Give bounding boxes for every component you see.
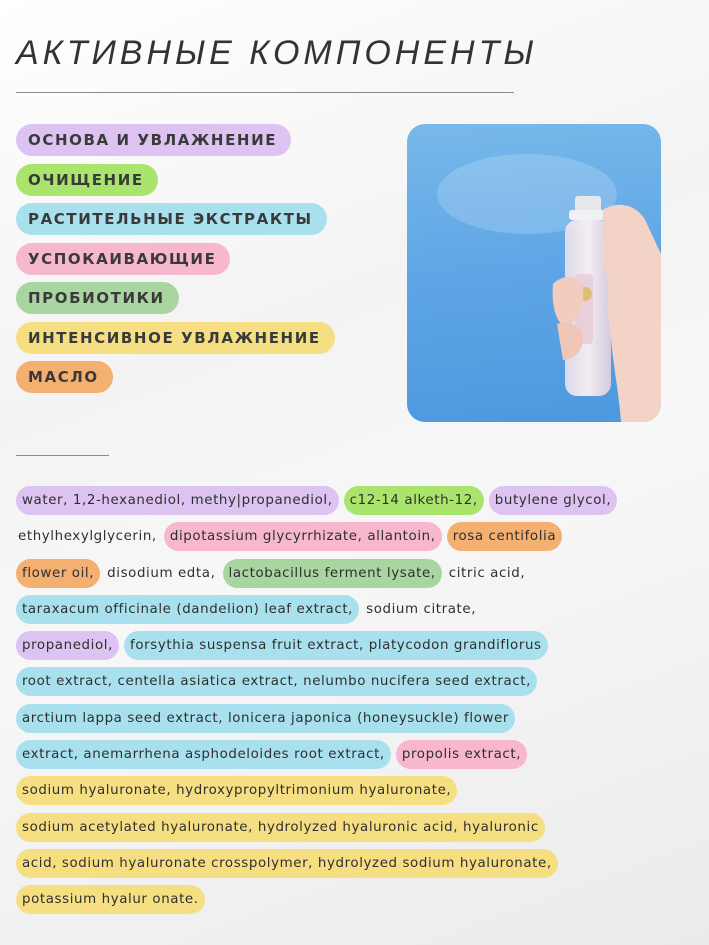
legend-oil: МАСЛО [16,361,113,393]
hand-spray-bottle-illustration [407,124,661,422]
ingredient-highlight-plant: forsythia suspensa fruit extract, platycodon grandiflorus [124,631,548,660]
legend-plant: РАСТИТЕЛЬНЫЕ ЭКСТРАКТЫ [16,203,327,235]
ingredient-highlight-base: propanediol, [16,631,119,660]
ingredient-highlight-base: butylene glycol, [489,486,617,515]
ingredient-highlight-plant: root extract, centella asiatica extract, nelumbo nucifera seed extract, [16,667,537,696]
legend-base: ОСНОВА И УВЛАЖНЕНИЕ [16,124,291,156]
ingredients-line [16,776,706,812]
section-divider [16,455,109,456]
legend-soothe: УСПОКАИВАЮЩИЕ [16,243,230,275]
ingredient-highlight-soothe: propolis extract, [396,740,527,769]
legend-cleanse: ОЧИЩЕНИЕ [16,164,158,196]
ingredient-highlight-plant: arctium lappa seed extract, lonicera japonica (honeysuckle) flower [16,704,515,733]
ingredient-highlight-soothe: dipotassium glycyrrhizate, allantoin, [164,522,442,551]
ingredient-highlight-base: water, 1,2-hexanediol, methy|propanediol, [16,486,339,515]
ingredient-highlight-hydration: acid, sodium hyaluronate crosspolymer, hydrolyzed sodium hyaluronate, [16,849,558,878]
ingredient-highlight-plant: taraxacum officinale (dandelion) leaf extract, [16,595,359,624]
ingredient-highlight-hydration: potassium hyalur onate. [16,885,205,914]
ingredients-line [16,631,706,667]
legend-hydration: ИНТЕНСИВНОЕ УВЛАЖНЕНИЕ [16,322,335,354]
ingredient-highlight-hydration: sodium acetylated hyaluronate, hydrolyzed hyaluronic acid, hyaluronic [16,813,545,842]
ingredient-highlight-oil: flower oil, [16,559,100,588]
category-legend [16,124,335,401]
ingredient-text: disodium edta, [107,565,216,581]
ingredients-list [16,486,706,922]
legend-probiotic: ПРОБИОТИКИ [16,282,179,314]
ingredients-line [16,559,706,595]
ingredient-text: ethylhexylglycerin, [18,529,157,545]
ingredients-line [16,704,706,740]
ingredient-highlight-hydration: sodium hyaluronate, hydroxypropyltrimonium hyaluronate, [16,776,457,805]
ingredients-line [16,595,706,631]
ingredients-line [16,486,706,522]
ingredients-line [16,522,706,558]
ingredients-line [16,740,706,776]
ingredients-line [16,813,706,849]
ingredient-highlight-oil: rosa centifolia [447,522,562,551]
product-photo [407,124,661,422]
ingredient-highlight-plant: extract, anemarrhena asphodeloides root extract, [16,740,391,769]
ingredient-highlight-cleanse: c12-14 alketh-12, [344,486,484,515]
ingredients-line [16,667,706,703]
ingredient-text: citric acid, [448,565,526,581]
ingredients-line [16,885,706,921]
ingredient-text: sodium citrate, [366,601,477,617]
page-title: АКТИВНЫЕ КОМПОНЕНТЫ [16,34,538,72]
ingredients-line [16,849,706,885]
ingredient-highlight-probiotic: lactobacillus ferment lysate, [223,559,442,588]
title-divider [16,92,514,93]
